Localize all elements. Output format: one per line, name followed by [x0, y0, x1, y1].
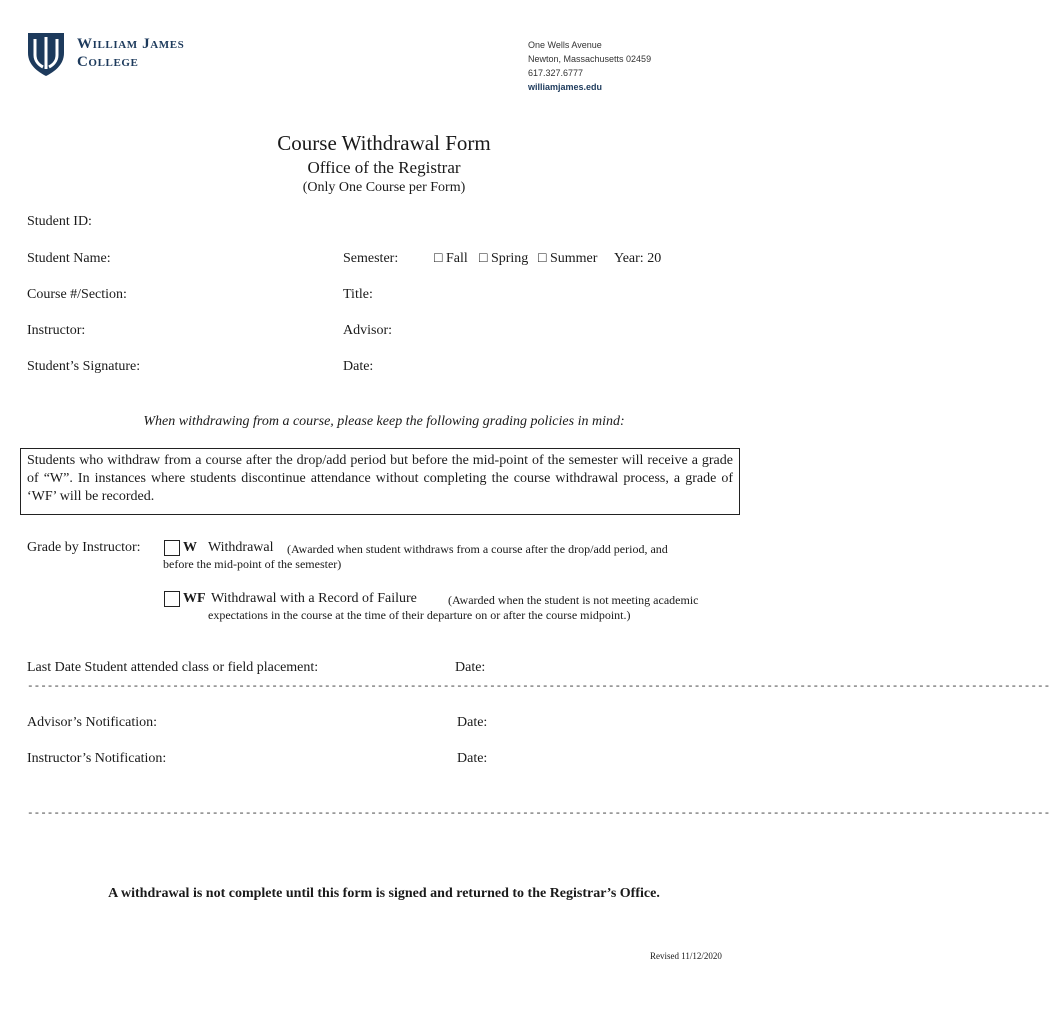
semester-option-summer[interactable]: □ Summer — [538, 251, 598, 266]
policy-intro: When withdrawing from a course, please keep the following grading policies in mind: — [143, 414, 625, 429]
course-section-label: Course #/Section: — [27, 287, 127, 302]
completion-notice: A withdrawal is not complete until this form is signed and returned to the Registrar’s Office. — [108, 886, 660, 901]
semester-label: Semester: — [343, 251, 399, 266]
student-name-label: Student Name: — [27, 251, 111, 266]
advisor-notification-label: Advisor’s Notification: — [27, 715, 158, 730]
form-note: (Only One Course per Form) — [302, 180, 466, 195]
grade-w-checkbox[interactable] — [164, 540, 180, 556]
instructor-notification-label: Instructor’s Notification: — [27, 751, 167, 766]
last-attended-date-label: Date: — [455, 660, 486, 675]
grade-wf-description-cont: expectations in the course at the time of their departure on or after the course midpoint.) — [208, 608, 631, 622]
address-city: Newton, Massachusetts 02459 — [528, 54, 652, 64]
form-subtitle: Office of the Registrar — [307, 158, 461, 177]
revision-date: Revised 11/12/2020 — [650, 951, 722, 961]
signature-date-label: Date: — [343, 359, 374, 374]
website-link[interactable]: williamjames.edu — [528, 82, 603, 92]
semester-option-spring[interactable]: □ Spring — [479, 251, 529, 266]
semester-option-fall[interactable]: □ Fall — [434, 251, 468, 266]
signature-label: Student’s Signature: — [27, 359, 141, 374]
course-title-label: Title: — [343, 287, 373, 302]
instructor-label: Instructor: — [27, 323, 86, 338]
advisor-notification-date-label: Date: — [457, 715, 488, 730]
student-id-label: Student ID: — [27, 214, 92, 229]
divider-line: ----------------------------------------------------------------------------------------------------------------------------------------------------------- — [27, 808, 1050, 820]
grade-wf-description: (Awarded when the student is not meeting academic — [448, 593, 699, 607]
grade-w-name: Withdrawal — [208, 540, 274, 555]
form-title: Course Withdrawal Form — [277, 131, 491, 155]
grade-by-instructor-label: Grade by Instructor: — [27, 540, 141, 555]
divider-line: ----------------------------------------------------------------------------------------------------------------------------------------------------------- — [27, 681, 1050, 693]
phone-number: 617.327.6777 — [528, 68, 584, 78]
address-street: One Wells Avenue — [528, 40, 602, 50]
grade-wf-code: WF — [183, 591, 206, 606]
last-attended-label: Last Date Student attended class or field placement: — [27, 660, 319, 675]
grade-wf-checkbox[interactable] — [164, 591, 180, 607]
college-name-line2: College — [77, 54, 139, 70]
grade-w-description-cont: before the mid-point of the semester) — [163, 557, 342, 571]
policy-box: Students who withdraw from a course after the drop/add period but before the mid-point of the semester will receive a grade of “W”. In instances where students discontinue attendance without completing the course withdrawal process, a grade of ‘WF’ will be recorded. — [20, 448, 740, 515]
grade-w-code: W — [183, 540, 197, 555]
advisor-label: Advisor: — [343, 323, 392, 338]
college-logo-shield-icon — [26, 31, 66, 77]
grade-w-description: (Awarded when student withdraws from a course after the drop/add period, and — [287, 542, 668, 556]
college-name-line1: William James — [77, 36, 185, 52]
year-label: Year: 20 — [614, 251, 662, 266]
grade-wf-name: Withdrawal with a Record of Failure — [211, 591, 417, 606]
instructor-notification-date-label: Date: — [457, 751, 488, 766]
